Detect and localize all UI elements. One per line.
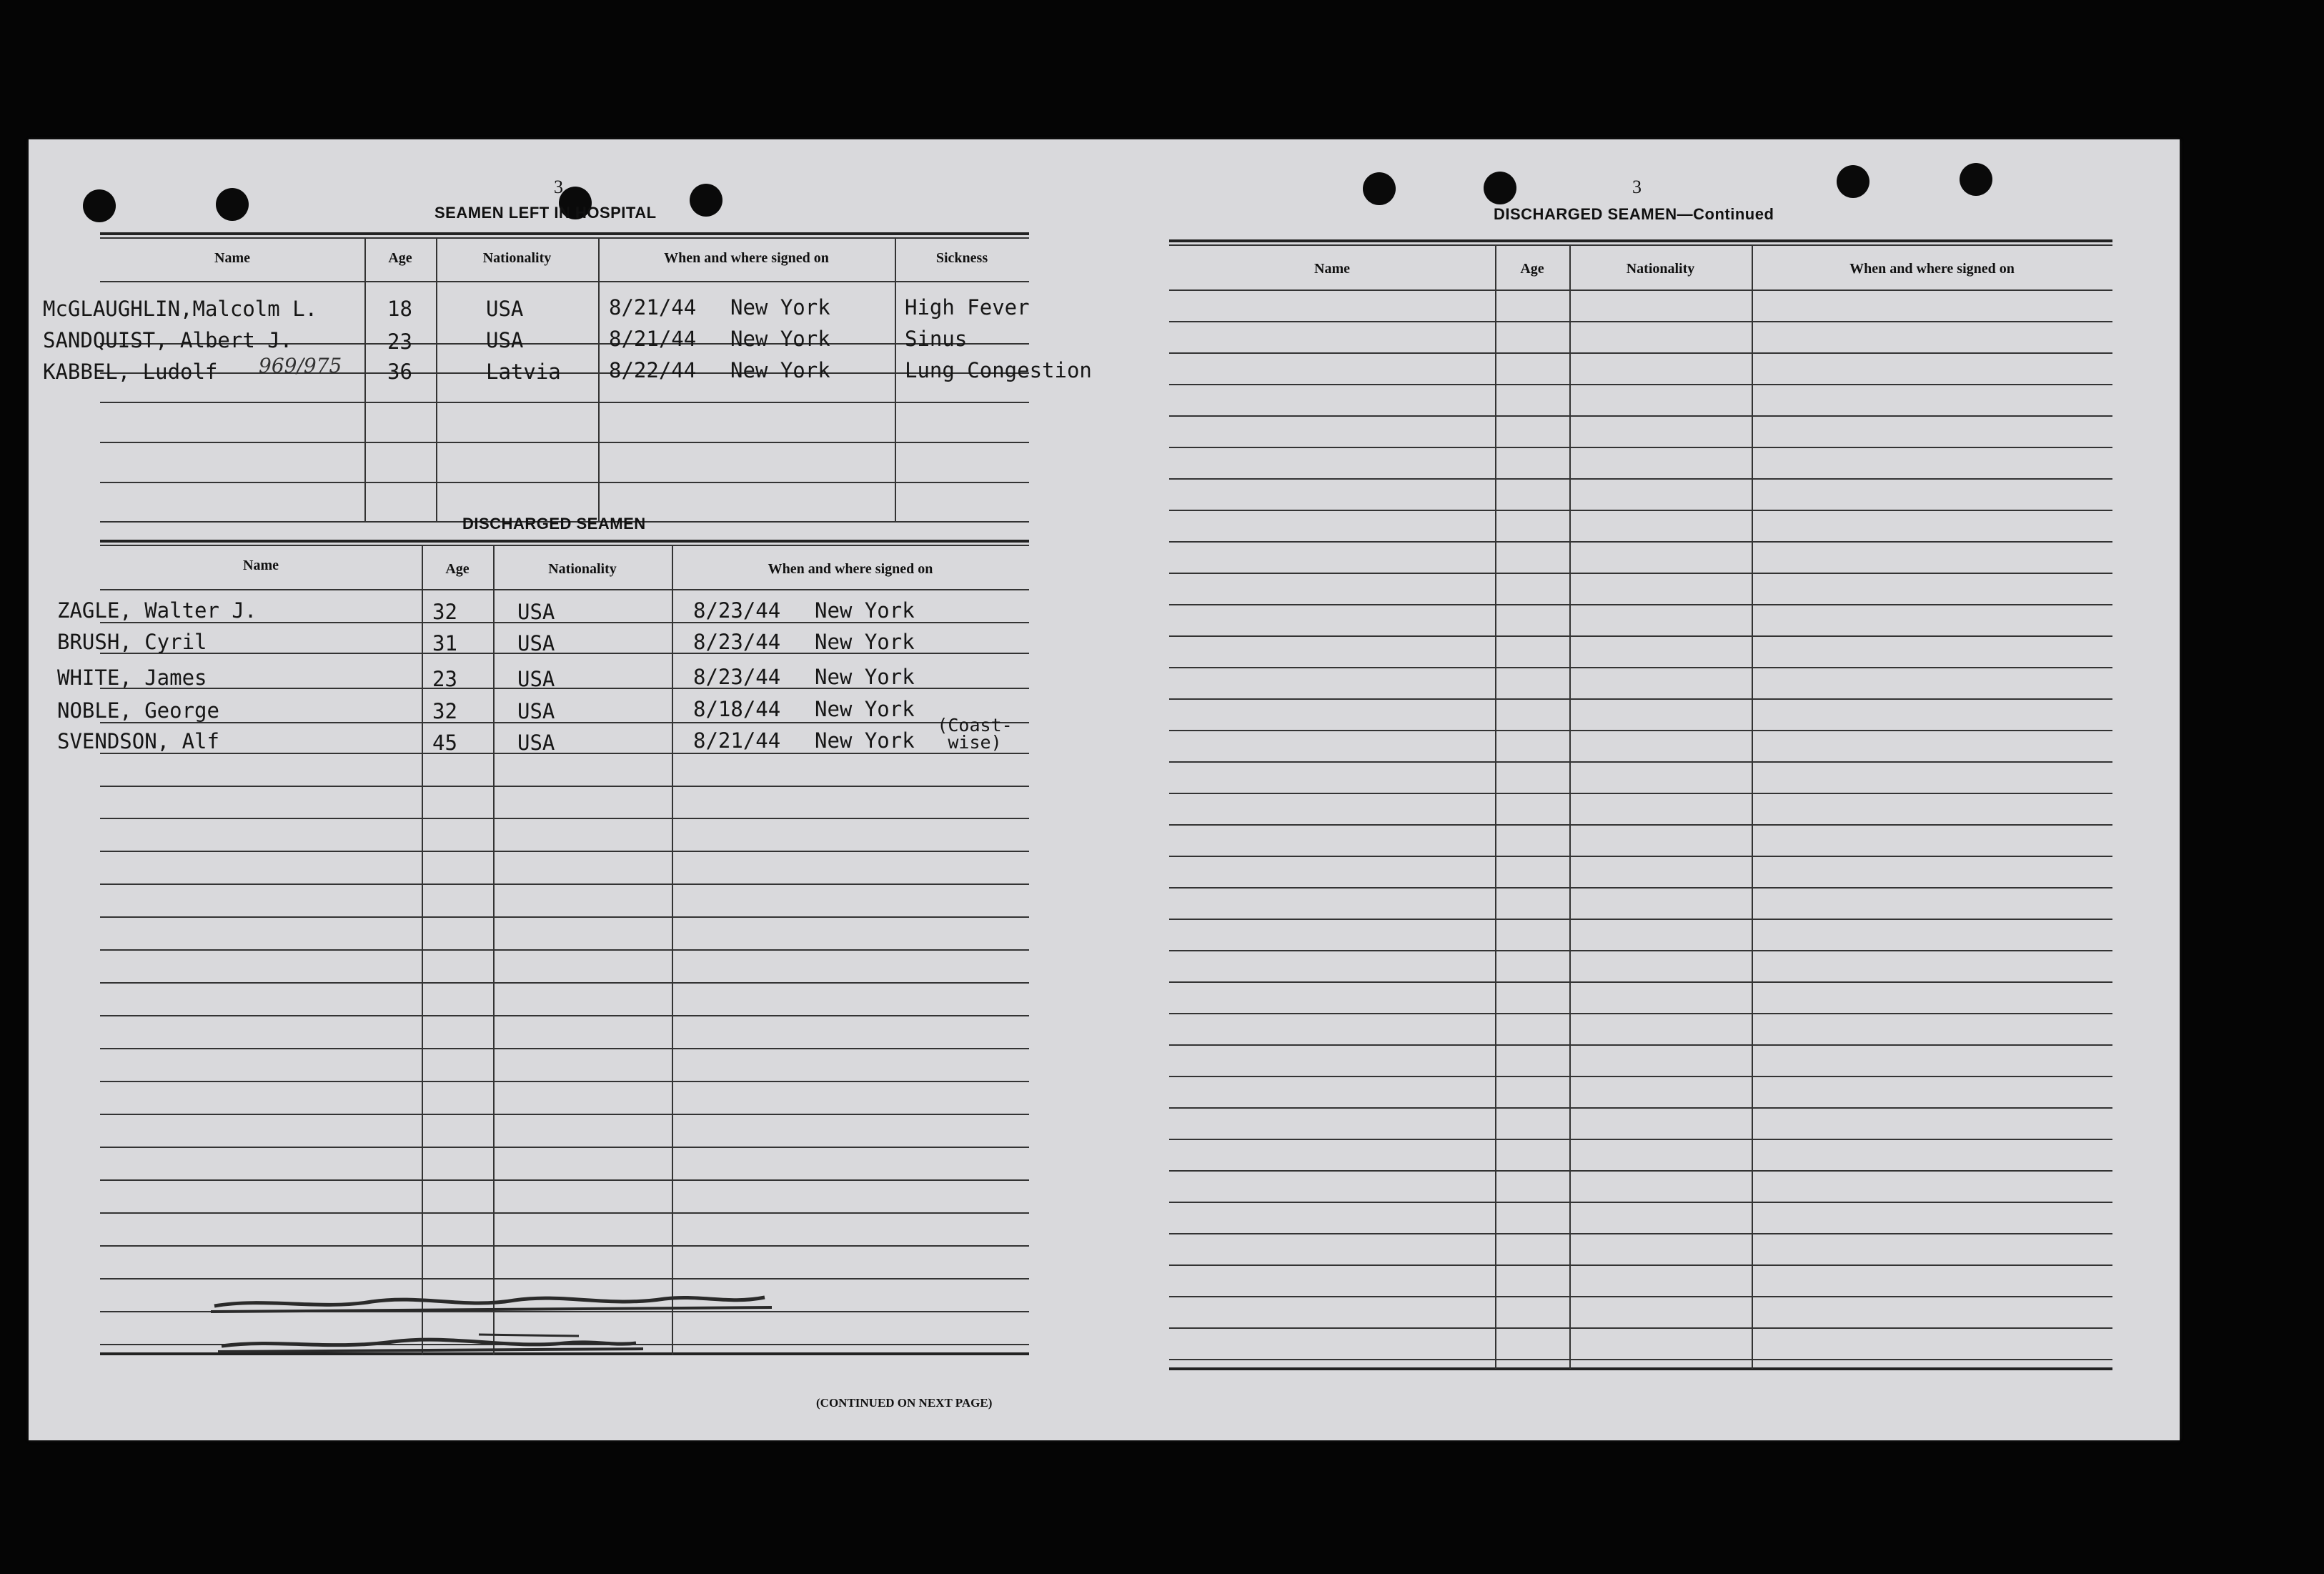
table-rule bbox=[1169, 1202, 2112, 1203]
table-rule bbox=[100, 786, 1029, 787]
table-row-age: 45 bbox=[432, 731, 457, 755]
table-rule bbox=[100, 372, 1029, 374]
table-rule bbox=[1169, 887, 2112, 889]
table-row-nationality: USA bbox=[517, 667, 555, 691]
table-rule bbox=[1169, 573, 2112, 574]
table-row-age: 23 bbox=[387, 330, 412, 354]
table-rule bbox=[1169, 698, 2112, 700]
punch-hole bbox=[1484, 172, 1516, 204]
column-divider bbox=[436, 238, 437, 521]
column-header-nationality: Nationality bbox=[1626, 261, 1695, 277]
table-rule bbox=[100, 442, 1029, 443]
table-rule bbox=[1169, 478, 2112, 480]
table-rule bbox=[1169, 384, 2112, 385]
table-row-age: 32 bbox=[432, 600, 457, 624]
table-rule bbox=[100, 949, 1029, 951]
table-rule bbox=[1169, 1327, 2112, 1329]
table-rule bbox=[1169, 510, 2112, 511]
table-rule bbox=[100, 589, 1029, 590]
table-row-date: 8/23/44 bbox=[693, 665, 781, 689]
document-sheet bbox=[29, 139, 2180, 1440]
table-rule bbox=[1169, 730, 2112, 731]
table-row-nationality: USA bbox=[517, 631, 555, 655]
punch-hole bbox=[1363, 172, 1396, 205]
table-rule bbox=[1169, 1367, 2112, 1370]
table-row-age: 32 bbox=[432, 699, 457, 723]
table-rule bbox=[1169, 667, 2112, 668]
table-rule bbox=[1169, 793, 2112, 794]
column-header-name: Name bbox=[214, 250, 250, 266]
table-row-date: 8/18/44 bbox=[693, 697, 781, 721]
table-rule bbox=[1169, 447, 2112, 448]
table-row-sickness: Sinus bbox=[905, 327, 968, 351]
crossed-out-entry bbox=[179, 1290, 800, 1376]
table-row-nationality: USA bbox=[517, 699, 555, 723]
table-rule bbox=[100, 883, 1029, 885]
table-rule bbox=[1169, 604, 2112, 605]
column-header-signed-on: When and where signed on bbox=[1849, 261, 2015, 277]
table-row-date: 8/22/44 bbox=[609, 358, 697, 382]
table-rule bbox=[100, 1212, 1029, 1214]
table-rule bbox=[100, 1048, 1029, 1049]
table-rule bbox=[1169, 415, 2112, 417]
table-rule bbox=[1169, 1044, 2112, 1046]
column-divider bbox=[895, 238, 896, 521]
table-rule bbox=[100, 402, 1029, 403]
table-row-place: New York bbox=[730, 327, 830, 351]
table-rule bbox=[100, 1015, 1029, 1016]
table-rule bbox=[1169, 761, 2112, 763]
table-row-place: New York bbox=[815, 728, 915, 753]
continued-footer: (CONTINUED ON NEXT PAGE) bbox=[816, 1396, 993, 1410]
table-rule bbox=[1169, 824, 2112, 826]
discharged-continued-title: DISCHARGED SEAMEN—Continued bbox=[1494, 205, 1774, 223]
table-rule bbox=[1169, 635, 2112, 637]
table-row-place: New York bbox=[730, 295, 830, 320]
table-row-note: (Coast-wise) bbox=[937, 715, 1013, 753]
table-row-date: 8/21/44 bbox=[693, 728, 781, 753]
table-rule bbox=[1169, 289, 2112, 291]
punch-hole bbox=[1960, 163, 1992, 196]
column-divider bbox=[493, 545, 495, 1355]
table-row-age: 36 bbox=[387, 360, 412, 384]
column-divider bbox=[364, 238, 366, 521]
column-header-signed-on: When and where signed on bbox=[768, 561, 933, 577]
table-rule bbox=[100, 1179, 1029, 1181]
table-rule bbox=[100, 1278, 1029, 1280]
table-rule bbox=[1169, 1264, 2112, 1266]
punch-hole bbox=[690, 184, 722, 217]
table-row-place: New York bbox=[815, 697, 915, 721]
table-rule bbox=[1169, 856, 2112, 857]
table-rule bbox=[1169, 541, 2112, 543]
table-row-date: 8/23/44 bbox=[693, 630, 781, 654]
table-rule bbox=[100, 1081, 1029, 1082]
punch-hole bbox=[83, 189, 116, 222]
table-rule bbox=[1169, 1233, 2112, 1234]
table-row-date: 8/21/44 bbox=[609, 327, 697, 351]
punch-hole bbox=[1837, 165, 1869, 198]
table-row-nationality: USA bbox=[486, 297, 524, 321]
table-row-place: New York bbox=[815, 630, 915, 654]
column-divider bbox=[598, 238, 600, 521]
hospital-section-title: SEAMEN LEFT IN HOSPITAL bbox=[434, 204, 657, 222]
table-row-name: ZAGLE, Walter J. bbox=[57, 598, 257, 623]
table-rule bbox=[1169, 1013, 2112, 1014]
table-rule bbox=[1169, 244, 2112, 246]
table-row-name: McGLAUGHLIN,Malcolm L. bbox=[43, 297, 318, 321]
table-rule bbox=[100, 818, 1029, 819]
table-row-nationality: Latvia bbox=[486, 360, 561, 384]
punch-hole bbox=[216, 188, 249, 221]
column-divider bbox=[422, 545, 423, 1355]
table-row-nationality: USA bbox=[517, 600, 555, 624]
table-row-name: WHITE, James bbox=[57, 665, 207, 690]
column-header-nationality: Nationality bbox=[482, 250, 552, 266]
column-header-age: Age bbox=[1520, 261, 1544, 277]
table-rule bbox=[100, 1245, 1029, 1247]
table-row-sickness: Lung Congestion bbox=[905, 358, 1092, 382]
page-number: 3 bbox=[554, 177, 563, 197]
table-rule bbox=[1169, 950, 2112, 951]
table-row-place: New York bbox=[730, 358, 830, 382]
table-row-name: NOBLE, George bbox=[57, 698, 219, 723]
table-rule bbox=[100, 540, 1029, 543]
discharged-table bbox=[100, 540, 1065, 1383]
table-rule bbox=[100, 1114, 1029, 1115]
table-rule bbox=[1169, 1076, 2112, 1077]
table-rule bbox=[1169, 919, 2112, 920]
table-row-date: 8/23/44 bbox=[693, 598, 781, 623]
table-rule bbox=[100, 237, 1029, 239]
table-rule bbox=[100, 722, 1029, 723]
column-header-age: Age bbox=[388, 250, 412, 266]
table-row-name: KABBEL, Ludolf bbox=[43, 360, 218, 384]
page-number: 3 bbox=[1632, 177, 1642, 197]
discharged-continued-table bbox=[1169, 239, 2155, 1397]
table-rule bbox=[100, 982, 1029, 984]
table-row-nationality: USA bbox=[517, 731, 555, 755]
column-header-name: Name bbox=[1314, 261, 1350, 277]
table-rule bbox=[1169, 321, 2112, 322]
column-header-age: Age bbox=[445, 561, 470, 577]
column-header-sickness: Sickness bbox=[935, 250, 988, 266]
table-rule bbox=[100, 753, 1029, 754]
handwritten-note: 969/975 bbox=[259, 354, 342, 377]
column-divider bbox=[672, 545, 673, 1355]
table-rule bbox=[1169, 352, 2112, 354]
table-rule bbox=[1169, 1359, 2112, 1360]
column-divider bbox=[1752, 245, 1753, 1369]
table-row-age: 23 bbox=[432, 667, 457, 691]
table-row-place: New York bbox=[815, 598, 915, 623]
table-rule bbox=[100, 232, 1029, 235]
table-row-age: 31 bbox=[432, 631, 457, 655]
table-rule bbox=[100, 916, 1029, 918]
table-row-nationality: USA bbox=[486, 328, 524, 352]
table-row-age: 18 bbox=[387, 297, 412, 321]
table-row-name: BRUSH, Cyril bbox=[57, 630, 207, 654]
column-header-name: Name bbox=[243, 558, 279, 573]
table-rule bbox=[100, 1147, 1029, 1148]
column-divider bbox=[1569, 245, 1571, 1369]
table-row-name: SANDQUIST, Albert J. bbox=[43, 328, 293, 352]
table-rule bbox=[1169, 981, 2112, 983]
table-rule bbox=[1169, 1139, 2112, 1140]
table-rule bbox=[100, 851, 1029, 852]
table-row-date: 8/21/44 bbox=[609, 295, 697, 320]
table-rule bbox=[1169, 239, 2112, 242]
discharged-section-title: DISCHARGED SEAMEN bbox=[462, 515, 646, 533]
table-rule bbox=[1169, 1170, 2112, 1172]
table-rule bbox=[100, 482, 1029, 483]
table-rule bbox=[100, 281, 1029, 282]
column-header-nationality: Nationality bbox=[548, 561, 617, 577]
table-rule bbox=[1169, 1107, 2112, 1109]
table-row-name: SVENDSON, Alf bbox=[57, 729, 219, 753]
table-rule bbox=[100, 545, 1029, 546]
table-rule bbox=[1169, 1296, 2112, 1297]
column-divider bbox=[1495, 245, 1496, 1369]
column-header-signed-on: When and where signed on bbox=[664, 250, 829, 266]
table-row-sickness: High Fever bbox=[905, 295, 1030, 320]
table-row-place: New York bbox=[815, 665, 915, 689]
